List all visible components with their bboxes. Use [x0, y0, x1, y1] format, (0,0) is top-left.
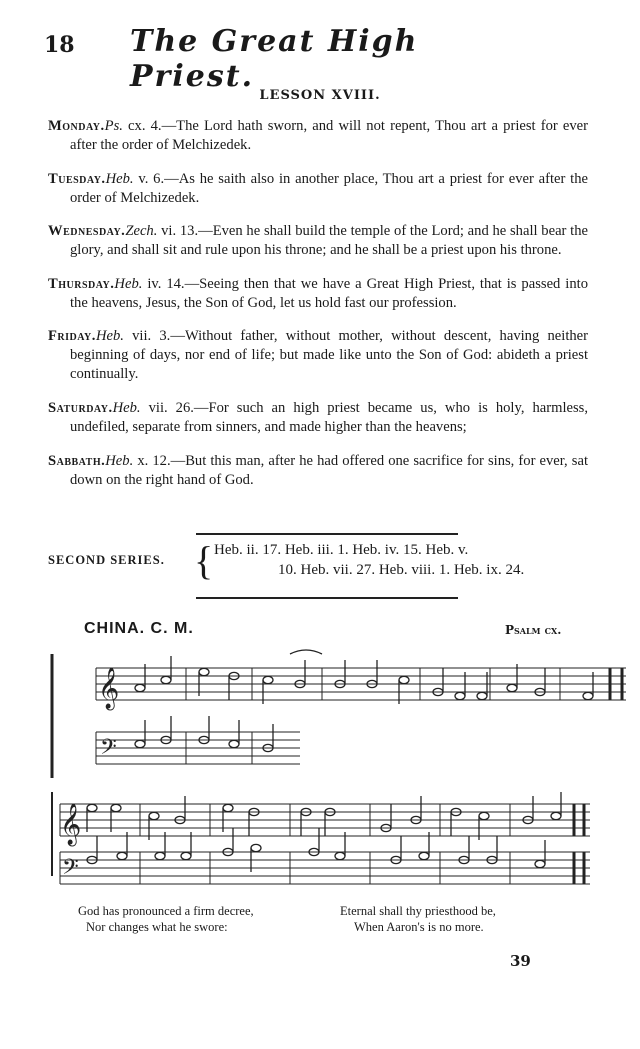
- notes-system-1: [135, 650, 593, 752]
- reading-text: —As he saith also in another place, Thou art a priest for ever after the order of Melchizedek.: [70, 170, 588, 206]
- ref-book: Heb.: [112, 399, 141, 416]
- hymn-score: [0, 640, 640, 900]
- reading-saturday: [48, 399, 588, 437]
- lyric-line: Nor changes what he swore:: [86, 920, 228, 934]
- divider-bottom: [196, 597, 458, 599]
- second-series-line-2: 10. Heb. vii. 27. Heb. viii. 1. Heb. ix. 24.: [278, 562, 525, 578]
- ref-verse: iv. 14.: [142, 275, 185, 292]
- ref-book: Ps.: [104, 118, 123, 134]
- ref-verse: cx. 4.: [122, 118, 162, 134]
- day-label: Thursday.: [48, 275, 115, 292]
- staff-bass-2: [60, 852, 590, 884]
- page-number-bottom: 39: [510, 952, 531, 970]
- bass-clef-icon: 𝄢: [100, 735, 117, 765]
- lyric-line: When Aaron's is no more.: [354, 920, 484, 934]
- lyric-line: God has pronounced a firm decree,: [78, 904, 254, 918]
- day-label: Wednesday.: [48, 223, 126, 240]
- treble-clef-icon: 𝄞: [98, 668, 120, 709]
- divider-top: [196, 533, 458, 535]
- ref-verse: x. 12.: [133, 452, 171, 469]
- ref-book: Heb.: [95, 328, 124, 345]
- page-number-top: 18: [44, 32, 75, 58]
- ref-book: Heb.: [114, 275, 143, 292]
- reading-text: —Even he shall build the temple of the Lord; and he shall bear the glory, and shall sit and rule upon his throne; and he shall be a priest upon his throne.: [70, 223, 588, 259]
- clefs-system-2: [60, 803, 81, 885]
- lesson-heading: LESSON XVIII.: [259, 88, 381, 103]
- day-label: Tuesday.: [48, 170, 106, 187]
- reading-text: —For such an high priest became us, who is holy, harmless, undefiled, separate from sinners, and made higher than the heavens;: [70, 399, 589, 435]
- daily-readings: [48, 117, 588, 498]
- staff-treble-1: [96, 668, 626, 700]
- score-system-2: [52, 792, 590, 885]
- ref-verse: vii. 26.: [140, 399, 194, 416]
- tune-name: CHINA. C. M.: [84, 620, 194, 637]
- reading-text: —The Lord hath sworn, and will not repent, Thou art a priest for ever after the order of Melchizedek.: [70, 118, 588, 153]
- day-label: Saturday.: [48, 399, 113, 416]
- ref-verse: v. 6.: [133, 170, 165, 187]
- reading-text: —Without father, without mother, without descent, having neither beginning of days, nor end of life; but made like unto the Son of God: abideth a priest continually.: [70, 328, 589, 383]
- lyric-line: Eternal shall thy priesthood be,: [340, 904, 496, 918]
- clefs-system-1: [98, 667, 119, 765]
- brace-icon: {: [194, 538, 214, 583]
- second-series-line-1: Heb. ii. 17. Heb. iii. 1. Heb. iv. 15. Heb. v.: [214, 542, 469, 558]
- reading-text: —Seeing then that we have a Great High Priest, that is passed into the heavens, Jesus, the Son of God, let us hold fast our profession.: [70, 275, 588, 311]
- day-label: Friday.: [48, 328, 96, 345]
- reading-sabbath: [48, 452, 588, 490]
- reading-monday: [48, 117, 588, 155]
- day-label: Sabbath.: [48, 452, 106, 469]
- ref-book: Zech.: [125, 223, 158, 240]
- reading-text: —But this man, after he had offered one sacrifice for sins, for ever, sat down on the right hand of God.: [70, 452, 588, 488]
- treble-clef-icon: 𝄞: [60, 804, 82, 845]
- staff-bass-1: [96, 732, 300, 764]
- psalm-reference: Psalm cx.: [505, 623, 562, 637]
- reading-friday: [48, 327, 588, 384]
- ref-verse: vi. 13.: [157, 223, 199, 240]
- running-title: The Great High Priest.: [130, 24, 419, 94]
- day-label: Monday.: [48, 118, 105, 134]
- ref-book: Heb.: [105, 170, 134, 187]
- second-series-label: SECOND SERIES.: [48, 553, 165, 567]
- reading-thursday: [48, 275, 588, 313]
- bass-clef-icon: 𝄢: [62, 855, 79, 885]
- lyrics-left: [78, 903, 254, 935]
- ref-book: Heb.: [105, 452, 134, 469]
- reading-wednesday: [48, 222, 588, 260]
- ref-verse: vii. 3.: [123, 328, 171, 345]
- lyrics-right: [340, 903, 496, 935]
- score-system-1: [52, 650, 626, 778]
- reading-tuesday: [48, 170, 588, 208]
